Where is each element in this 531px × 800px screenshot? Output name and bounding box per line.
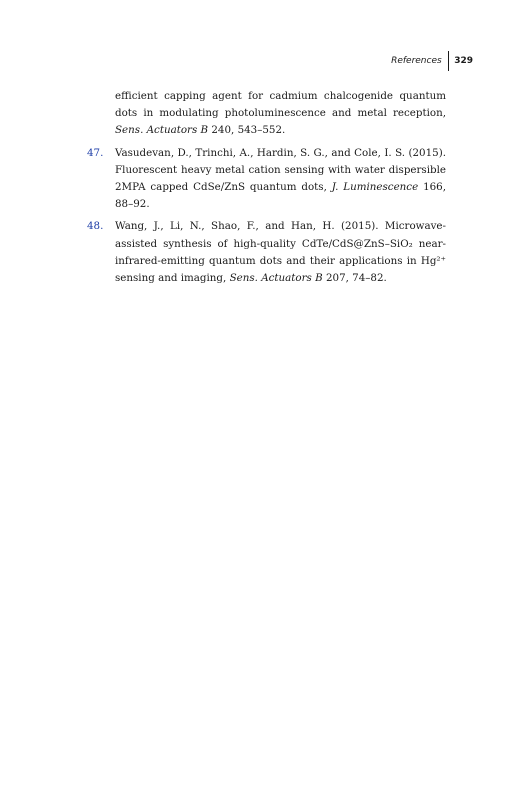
- reference-citation: 240, 543–552.: [208, 124, 286, 137]
- reference-citation: 166, 88–92.: [115, 181, 447, 211]
- reference-entry-47: [87, 145, 446, 214]
- reference-text: [115, 88, 446, 140]
- reference-text: [115, 145, 446, 214]
- reference-journal: Sens. Actuators B: [229, 272, 323, 285]
- reference-body: Vasudevan, D., Trinchi, A., Hardin, S. G., and Cole, I. S. (2015). Fluorescent heavy metal cation sensing with water dispersible 2MPA capped CdSe/ZnS quantum dots,: [115, 146, 446, 194]
- page-number: 329: [454, 56, 473, 66]
- running-head-section: References: [391, 56, 442, 66]
- reference-citation: 207, 74–82.: [322, 272, 387, 285]
- reference-number: 47.: [87, 146, 104, 159]
- running-head: [391, 52, 473, 70]
- reference-number: 48.: [87, 220, 104, 233]
- reference-list: [87, 88, 446, 292]
- reference-body: efficient capping agent for cadmium chalcogenide quantum dots in modulating photoluminescence and metal reception,: [115, 90, 446, 120]
- reference-text: [115, 218, 446, 287]
- reference-entry-continued: [87, 88, 446, 140]
- reference-journal: Sens. Actuators B: [115, 124, 209, 137]
- reference-journal: J. Luminescence: [331, 181, 419, 194]
- reference-body: Wang, J., Li, N., Shao, F., and Han, H. (2015). Microwave-assisted synthesis of high-quality CdTe/CdS@ZnS–SiO₂ near-infrared-emitting quantum dots and their applications in Hg²⁺ sensing and imaging,: [115, 220, 446, 285]
- reference-entry-48: [87, 218, 446, 287]
